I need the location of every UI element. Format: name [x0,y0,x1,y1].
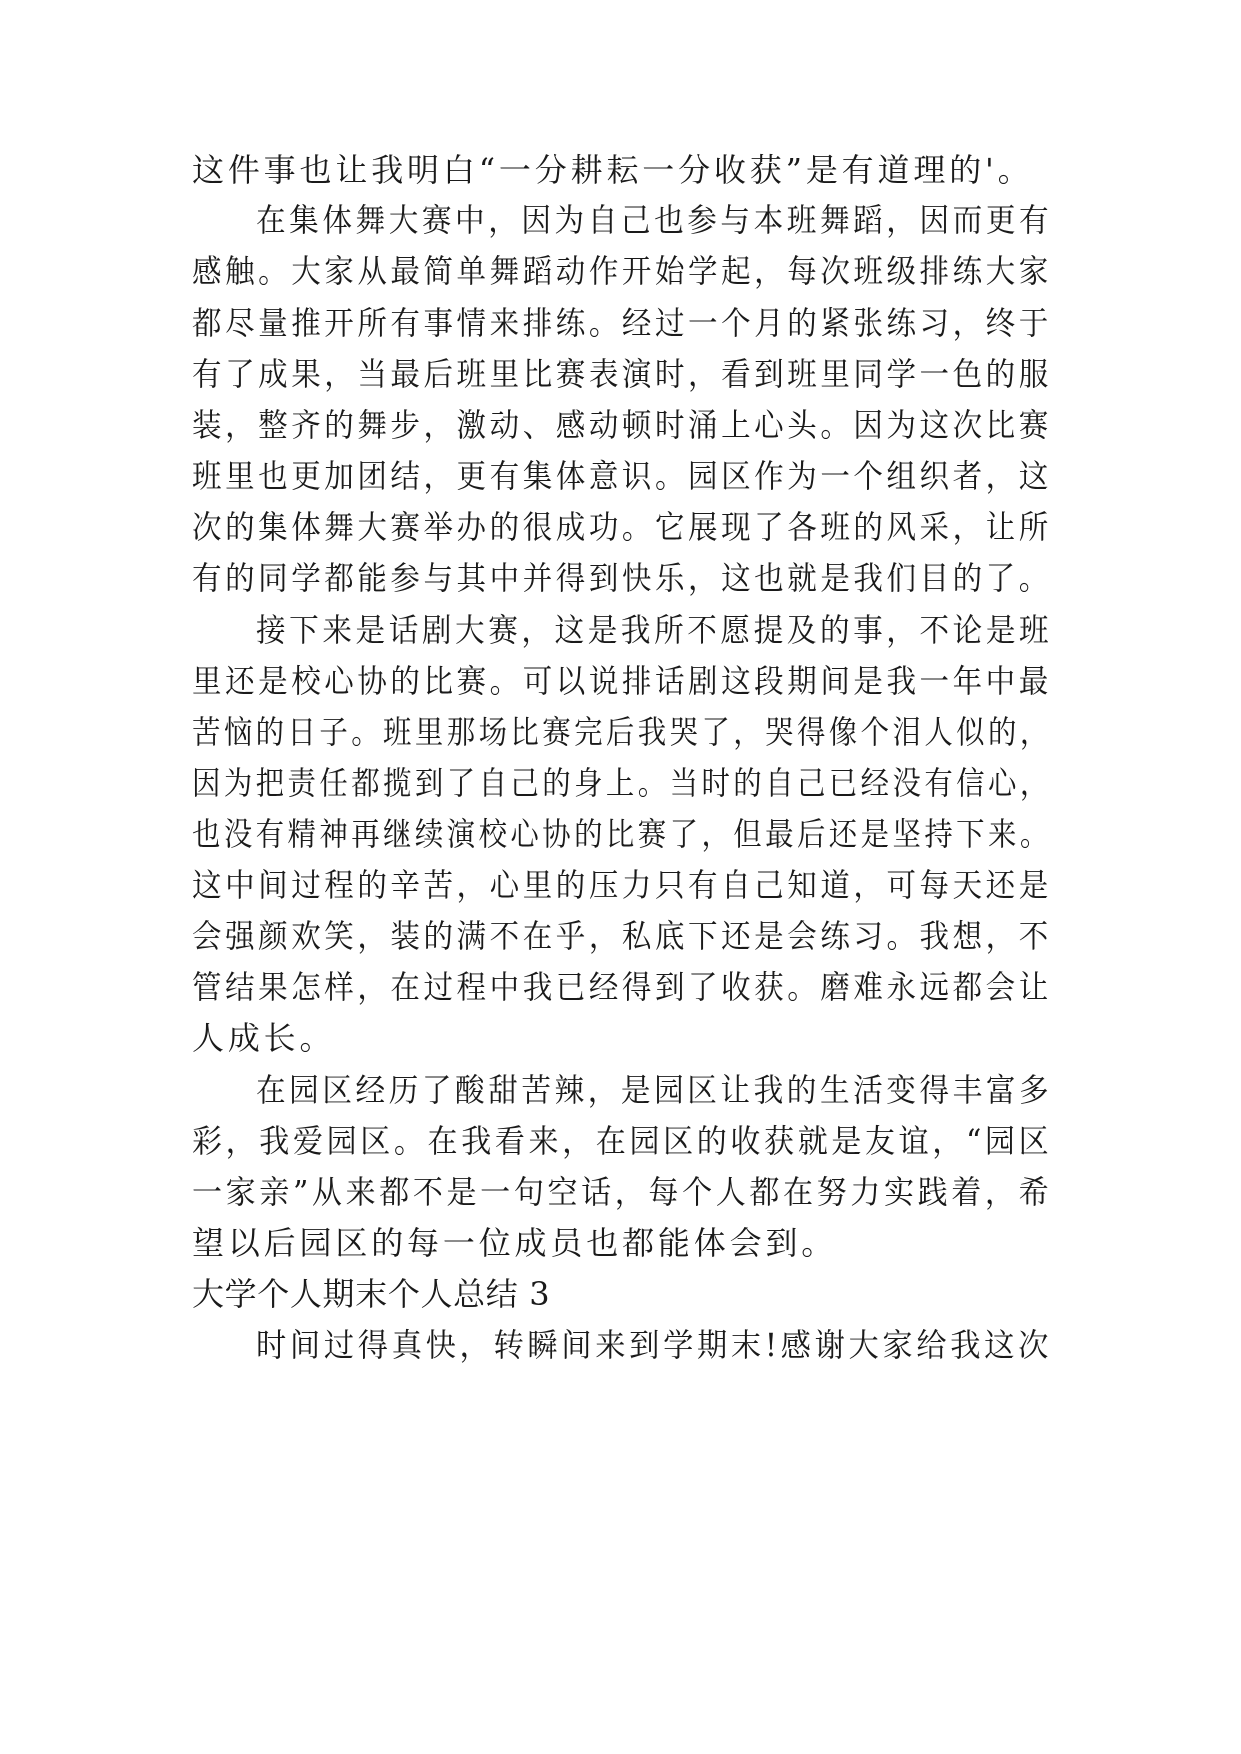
text-line: 都尽量推开所有事情来排练。经过一个月的紧张练习，终于 [192,304,1052,342]
text-line: 感触。大家从最简单舞蹈动作开始学起，每次班级排练大家 [192,252,1052,290]
text-line: 苦恼的日子。班里那场比赛完后我哭了，哭得像个泪人似的， [192,713,1052,751]
paragraph-first-line: 时间过得真快，转瞬间来到学期末!感谢大家给我这次 [256,1326,1053,1364]
text-line: 望以后园区的每一位成员也都能体会到。 [192,1224,838,1262]
text-line: 有了成果，当最后班里比赛表演时，看到班里同学一色的服 [192,355,1052,393]
text-line: 人成长。 [192,1019,336,1057]
paragraph-first-line: 接下来是话剧大赛，这是我所不愿提及的事，不论是班 [256,611,1053,649]
section-heading: 大学个人期末个人总结 3 [192,1275,551,1313]
text-line: 次的集体舞大赛举办的很成功。它展现了各班的风采，让所 [192,508,1052,546]
text-line: 彩，我爱园区。在我看来，在园区的收获就是友谊，“园区 [192,1122,1053,1160]
text-line: 也没有精神再继续演校心协的比赛了，但最后还是坚持下来。 [192,815,1052,853]
paragraph-first-line: 在园区经历了酸甜苦辣，是园区让我的生活变得丰富多 [256,1071,1053,1109]
text-line: 一家亲”从来都不是一句空话，每个人都在努力实践着，希 [192,1173,1053,1211]
text-line: 这件事也让我明白“一分耕耘一分收获”是有道理的'。 [192,151,1034,189]
text-line: 这中间过程的辛苦，心里的压力只有自己知道，可每天还是 [192,866,1052,904]
text-line: 装，整齐的舞步，激动、感动顿时涌上心头。因为这次比赛 [192,406,1052,444]
text-line: 会强颜欢笑，装的满不在乎，私底下还是会练习。我想，不 [192,917,1052,955]
text-line: 管结果怎样，在过程中我已经得到了收获。磨难永远都会让 [192,968,1052,1006]
text-line: 里还是校心协的比赛。可以说排话剧这段期间是我一年中最 [192,662,1052,700]
text-line: 班里也更加团结，更有集体意识。园区作为一个组织者，这 [192,457,1052,495]
text-line: 因为把责任都揽到了自己的身上。当时的自己已经没有信心， [192,764,1052,802]
paragraph-first-line: 在集体舞大赛中，因为自己也参与本班舞蹈，因而更有 [256,201,1053,239]
text-line: 有的同学都能参与其中并得到快乐，这也就是我们目的了。 [192,559,1052,597]
